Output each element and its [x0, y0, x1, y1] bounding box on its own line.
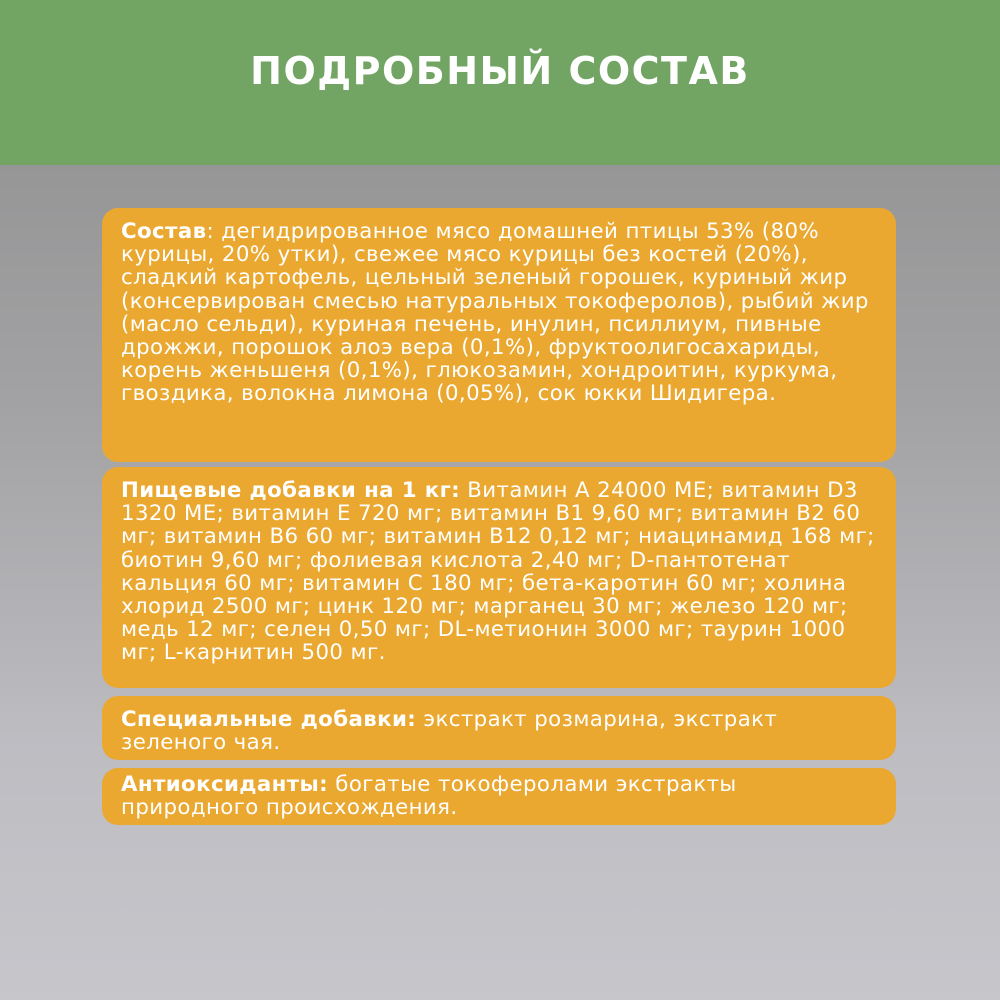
- additives-card: [102, 467, 896, 688]
- additives-label: Пищевые добавки на 1 кг:: [121, 478, 461, 503]
- composition-card: [102, 208, 896, 462]
- antioxidants-label: Антиоксиданты:: [121, 772, 329, 797]
- special-additives-body: экстракт розмарина, экстракт зеленого чая.: [121, 707, 778, 756]
- antioxidants-card: [102, 768, 896, 825]
- antioxidants-body: богатые токоферолами экстракты природного происхождения.: [121, 772, 737, 821]
- special-additives-label: Специальные добавки:: [121, 707, 417, 732]
- composition-body: : дегидрированное мясо домашней птицы 53% (80% курицы, 20% утки), свежее мясо курицы без костей (20%), сладкий картофель, цельный зеленый горошек, куриный жир (консервирован смесью натуральных токоферолов), рыбий жир (масло сельди), куриная печень, инулин, псиллиум, пивные дрожжи, порошок алоэ вера (0,1%), фруктоолигосахариды, корень женьшеня (0,1%), глюкозамин, хондроитин, куркума, гвоздика, волокна лимона (0,05%), сок юкки Шидигера.: [121, 219, 869, 407]
- additives-body: Витамин А 24000 МЕ; витамин D3 1320 МЕ; витамин Е 720 мг; витамин В1 9,60 мг; витамин В2 60 мг; витамин В6 60 мг; витамин В12 0,12 мг; ниацинамид 168 мг; биотин 9,60 мг; фолиевая кислота 2,40 мг; D-пантотенат кальция 60 мг; витамин С 180 мг; бета-каротин 60 мг; холина хлорид 2500 мг; цинк 120 мг; марганец 30 мг; железо 120 мг; медь 12 мг; селен 0,50 мг; DL-метионин 3000 мг; таурин 1000 мг; L-карнитин 500 мг.: [121, 478, 875, 666]
- composition-text: [121, 220, 880, 406]
- additives-text: [121, 479, 880, 665]
- special-additives-text: [121, 708, 880, 754]
- antioxidants-text: [121, 773, 880, 819]
- header-banner: [0, 0, 1000, 165]
- special-additives-card: [102, 696, 896, 760]
- composition-label: Состав: [121, 219, 207, 244]
- page-title: ПОДРОБНЫЙ СОСТАВ: [250, 49, 750, 93]
